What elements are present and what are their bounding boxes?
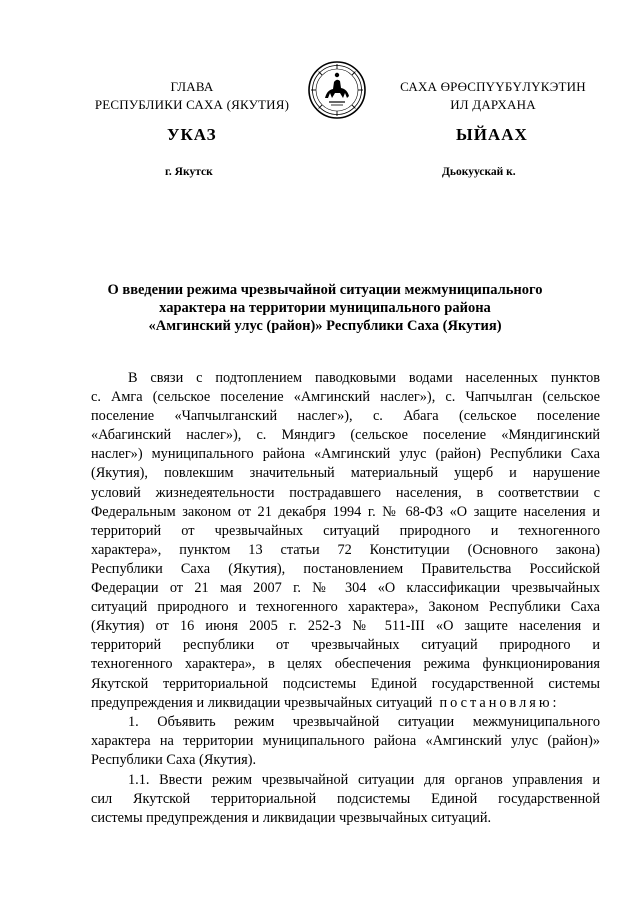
preamble-paragraph bbox=[91, 369, 600, 713]
paragraph-line: Федеральным законом от 21 декабря 1994 г. № 68-ФЗ «О защите населения и bbox=[91, 503, 600, 520]
header-left-line-2: РЕСПУБЛИКИ САХА (ЯКУТИЯ) bbox=[94, 97, 290, 112]
paragraph-line: (Якутия), повлекшим значительный материальный ущерб и нарушение bbox=[91, 465, 600, 482]
city-label-yakut: Дьокуускай к. bbox=[442, 166, 516, 178]
clause-1-1-paragraph bbox=[91, 771, 600, 828]
header-right-line-1: САХА ӨРӨСПҮҮБҮЛҮКЭТИН bbox=[400, 79, 586, 94]
decree-label-yakut: ЫЙААХ bbox=[456, 125, 528, 144]
clause-1-paragraph bbox=[91, 713, 600, 770]
header-right-authority bbox=[386, 78, 600, 114]
paragraph-line: Республики Саха (Якутия), постановлением Правительства Российской bbox=[91, 560, 600, 577]
paragraph-line: поселение «Чапчылганский наслег»), с. Абага (сельское поселение bbox=[91, 408, 600, 425]
coat-of-arms-emblem-icon bbox=[307, 60, 367, 120]
paragraph-line: условий жизнедеятельности пострадавшего населения, в соответствии с bbox=[91, 484, 600, 501]
paragraph-line: 1.1. Ввести режим чрезвычайной ситуации для органов управления и bbox=[128, 772, 600, 788]
resolution-word: постановляю: bbox=[439, 694, 560, 711]
paragraph-line: В связи с подтоплением паводковыми водами населенных пунктов bbox=[128, 370, 600, 386]
header-right-line-2: ИЛ ДАРХАНА bbox=[450, 97, 536, 112]
paragraph-line: Якутской территориальной подсистемы Единой государственной системы bbox=[91, 675, 600, 692]
paragraph-line: характера», пунктом 13 статьи 72 Конституции (Основного закона) bbox=[91, 541, 600, 558]
decree-title-line-3: «Амгинский улус (район)» Республики Саха (Якутия) bbox=[148, 318, 502, 334]
paragraph-line: «Абагинский наслег»), с. Мяндигэ (сельское поселение «Мяндигинский bbox=[91, 427, 600, 444]
paragraph-line: сил Якутской территориальной подсистемы Единой государственной bbox=[91, 791, 600, 808]
paragraph-line: территорий республики от чрезвычайных ситуаций природного и bbox=[91, 637, 600, 654]
paragraph-line: 1. Объявить режим чрезвычайной ситуации межмуниципального bbox=[128, 714, 600, 730]
decree-title bbox=[80, 281, 570, 335]
paragraph-line: характера на территории муниципального района «Амгинский улус (район)» bbox=[91, 733, 600, 750]
paragraph-line: ситуаций природного и техногенного характера», Законом Республики Саха bbox=[91, 599, 600, 616]
paragraph-line: (Якутия) от 16 июня 2005 г. 252-З № 511-III «О защите населения и bbox=[91, 618, 600, 635]
decree-title-line-2: характера на территории муниципального района bbox=[159, 300, 491, 316]
paragraph-line: территорий от чрезвычайных ситуаций природного и техногенного bbox=[91, 522, 600, 539]
paragraph-line: Федерации от 21 мая 2007 г. № 304 «О классификации чрезвычайных bbox=[91, 580, 600, 597]
paragraph-line: техногенного характера», в целях обеспечения режима функционирования bbox=[91, 656, 600, 673]
paragraph-line: с. Амга (сельское поселение «Амгинский наслег»), с. Чапчылган (сельское bbox=[91, 389, 600, 406]
paragraph-line: системы предупреждения и ликвидации чрезвычайных ситуаций. bbox=[91, 810, 492, 827]
header-left-authority bbox=[88, 78, 296, 114]
decree-title-line-1: О введении режима чрезвычайной ситуации межмуниципального bbox=[107, 282, 543, 298]
decree-label-russian: УКАЗ bbox=[167, 125, 217, 144]
paragraph-line: Республики Саха (Якутия). bbox=[91, 752, 257, 769]
paragraph-line-final bbox=[91, 694, 600, 713]
paragraph-line: наслег») муниципального района «Амгинский улус (район) Республики Саха bbox=[91, 446, 600, 463]
paragraph-line-text: предупреждения и ликвидации чрезвычайных ситуаций bbox=[91, 694, 433, 711]
header-left-line-1: ГЛАВА bbox=[170, 79, 214, 94]
city-label-russian: г. Якутск bbox=[165, 166, 213, 178]
